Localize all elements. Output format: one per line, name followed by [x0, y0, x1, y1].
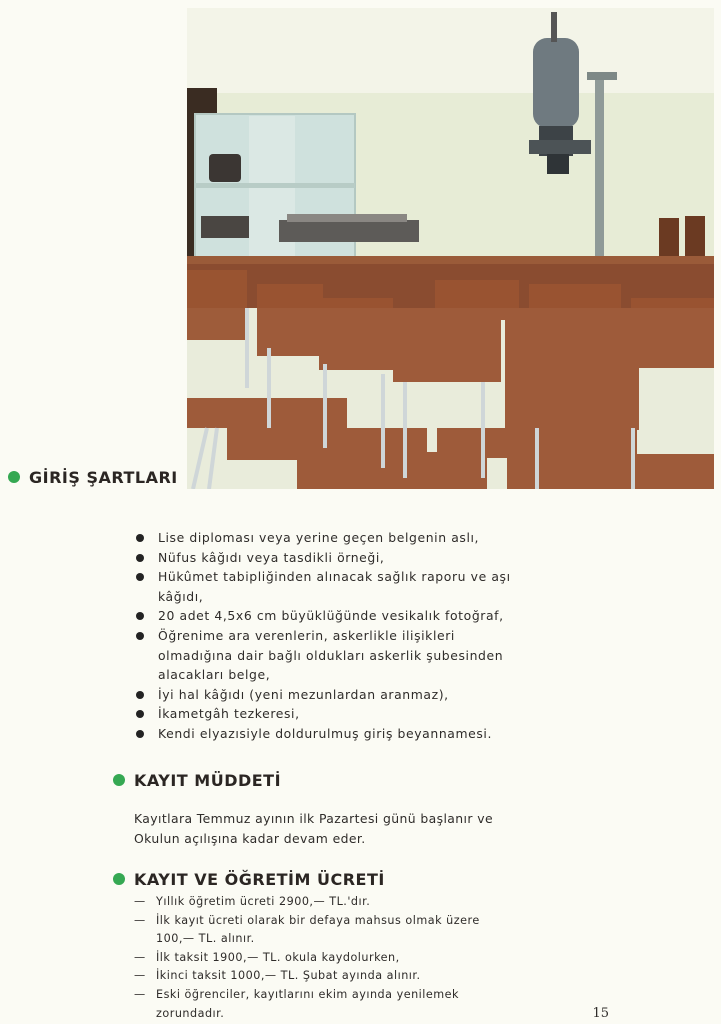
green-bullet-icon: [113, 774, 125, 786]
list-item: İyi hal kâğıdı (yeni mezunlardan aranmaz),: [134, 685, 534, 705]
section-title-fees-text: KAYIT VE ÖĞRETİM ÜCRETİ: [134, 870, 385, 889]
list-item: — Yıllık öğretim ücreti 2900,— TL.'dır.: [134, 893, 494, 912]
list-item: Öğrenime ara verenlerin, askerlikle ilişikleri olmadığına dair bağlı oldukları askerlik şubesinden alacakları belge,: [134, 626, 534, 685]
list-item: — İkinci taksit 1000,— TL. Şubat ayında alınır.: [134, 967, 494, 986]
list-item: Lise diploması veya yerine geçen belgenin aslı,: [134, 528, 534, 548]
section-title-fees: [113, 870, 385, 889]
list-item: — İlk kayıt ücreti olarak bir defaya mahsus olmak üzere 100,— TL. alınır.: [134, 912, 494, 949]
section-title-registration-period: [113, 771, 281, 790]
registration-period-text: Kayıtlara Temmuz ayının ilk Pazartesi günü başlanır ve Okulun açılışına kadar devam eder.: [134, 811, 493, 846]
list-item: Hükûmet tabipliğinden alınacak sağlık raporu ve aşı kâğıdı,: [134, 567, 534, 606]
page-number: 15: [592, 1006, 609, 1021]
section-title-admission-text: GİRİŞ ŞARTLARI: [29, 468, 178, 487]
list-item: — Eski öğrenciler, kayıtlarını ekim ayında yenilemek zorundadır.: [134, 986, 494, 1023]
fees-list: [134, 893, 494, 1023]
list-item: İkametgâh tezkeresi,: [134, 704, 534, 724]
admission-requirements-list: [134, 528, 534, 744]
section-title-registration-period-text: KAYIT MÜDDETİ: [134, 771, 282, 790]
list-item: Nüfus kâğıdı veya tasdikli örneği,: [134, 548, 534, 568]
classroom-photo: [187, 8, 714, 489]
green-bullet-icon: [8, 471, 20, 483]
section-title-admission: [8, 468, 178, 487]
list-item: Kendi elyazısiyle doldurulmuş giriş beyannamesi.: [134, 724, 534, 744]
list-item: 20 adet 4,5x6 cm büyüklüğünde vesikalık fotoğraf,: [134, 606, 534, 626]
list-item: — İlk taksit 1900,— TL. okula kaydolurken,: [134, 949, 494, 968]
green-bullet-icon: [113, 873, 125, 885]
